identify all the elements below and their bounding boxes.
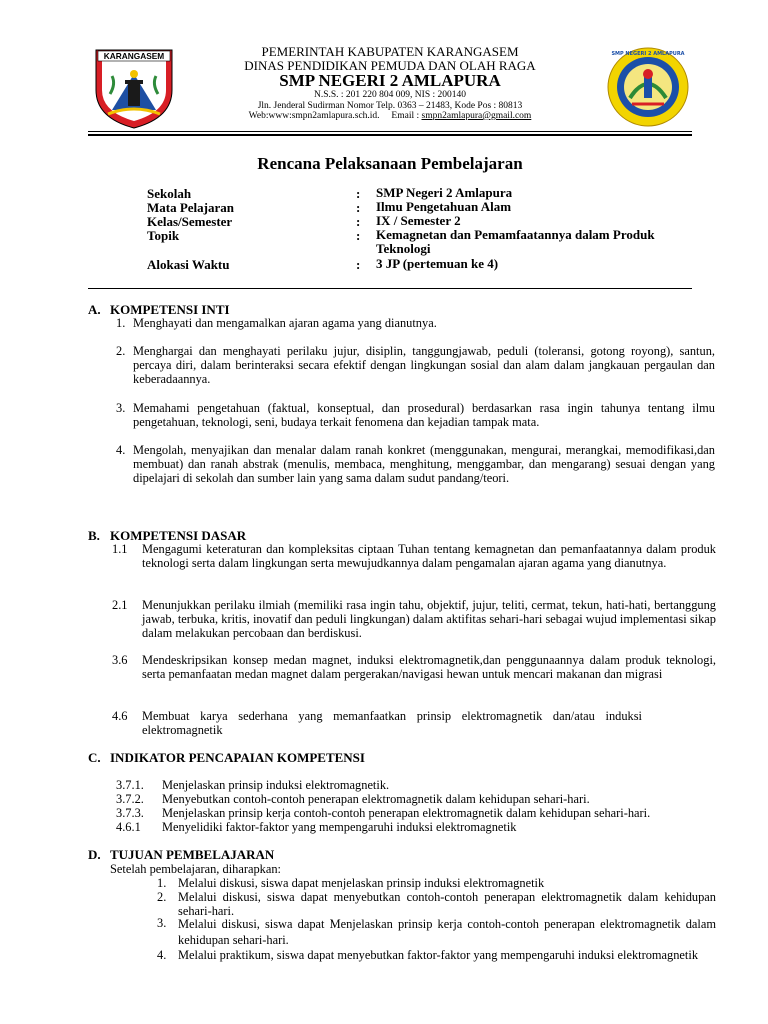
- item-number: 4.6.1: [116, 820, 141, 834]
- item-text: Mengagumi keteraturan dan kompleksitas ciptaan Tuhan tentang kemagnetan dan pemanfaatannya dalam produk teknologi serta dalam lingkungan serta mewujudkannya dalam pengamalan ajaran agama yang dianutnya.: [142, 542, 716, 570]
- item-number: 3.6: [112, 653, 128, 667]
- item-number: 3.7.3.: [116, 806, 144, 820]
- item-text: Mengolah, menyajikan dan menalar dalam ranah konkret (menggunakan, mengurai, merangkai, memodifikasi,dan membuat) dan ranah abstrak (menulis, membaca, menghitung, menggambar, dan mengarang) sesuai dengan yang dipelajari di sekolah dan sumber lain yang sama dalam sudut pandang/teori.: [133, 443, 715, 485]
- identity-label: Kelas/Semester: [147, 214, 233, 229]
- item-number: 1.: [157, 876, 167, 890]
- section-title: TUJUAN PEMBELAJARAN: [110, 847, 275, 862]
- item-number: 4.6: [112, 709, 128, 723]
- item-text: Menghargai dan menghayati perilaku jujur, disiplin, tanggungjawab, peduli (toleransi, gotong royong), santun, percaya diri, dalam berinteraksi secara efektif dengan lingkungan sosial dan alam dalam jangkauan pergaulan dan keberadaannya.: [133, 344, 715, 386]
- school-nss: N.S.S. : 201 220 804 009, NIS : 200140: [313, 90, 466, 100]
- item-text: Menjelaskan prinsip kerja contoh-contoh penerapan elektromagnetik dalam kehidupan sehari-hari.: [162, 806, 651, 820]
- identity-label: Alokasi Waktu: [147, 257, 230, 272]
- identity-value: Kemagnetan dan Pemamfaatannya dalam Produk Teknologi: [376, 227, 655, 256]
- identity-label: Topik: [147, 228, 180, 243]
- section-letter: C.: [88, 750, 101, 765]
- identity-value: SMP Negeri 2 Amlapura: [376, 185, 513, 200]
- item-number: 1.: [116, 316, 126, 330]
- item-text: Melalui diskusi, siswa dapat menyebutkan contoh-contoh penerapan elektromagnetik dalam kehidupan sehari-hari.: [178, 890, 716, 918]
- item-number: 1.1: [112, 542, 128, 556]
- item-number: 2.: [116, 344, 126, 358]
- identity-label: Mata Pelajaran: [147, 200, 235, 215]
- logo-right-text: SMP NEGERI 2 AMLAPURA: [611, 51, 685, 57]
- school-logo: [606, 46, 690, 128]
- item-text: Melalui diskusi, siswa dapat menjelaskan prinsip induksi elektromagnetik: [178, 876, 545, 890]
- section-title: KOMPETENSI INTI: [110, 302, 230, 317]
- item-number: 2.: [157, 890, 167, 904]
- identity-colon: :: [356, 257, 361, 272]
- karangasem-logo: [92, 44, 176, 130]
- section-letter: D.: [88, 847, 101, 862]
- item-text: Menunjukkan perilaku ilmiah (memiliki rasa ingin tahu, objektif, jujur, teliti, cermat, tekun, hati-hati, bertanggung jawab, terbuka, kritis, inovatif dan peduli lingkungan) dalam aktifitas sehari-hari sebagai wujud implementasi sikap dalam melakukan percobaan dan berdiskusi.: [142, 598, 716, 640]
- school-web: Web:www:smpn2amlapura.sch.id. Email :: [248, 111, 422, 121]
- identity-value: 3 JP (pertemuan ke 4): [376, 256, 499, 271]
- item-text: Menjelaskan prinsip induksi elektromagnetik.: [162, 778, 390, 792]
- item-text: Menghayati dan mengamalkan ajaran agama yang dianutnya.: [133, 316, 437, 330]
- item-text: Mendeskripsikan konsep medan magnet, induksi elektromagnetik,dan penggunaannya dalam produk teknologi, serta pemanfaatan medan magnet dalam pergerakan/navigasi hewan untuk mencari makanan dan migrasi: [142, 653, 716, 681]
- identity-colon: :: [356, 200, 361, 215]
- item-number: 3.: [116, 401, 126, 415]
- school-email: smpn2amlapura@gmail.com: [421, 111, 532, 121]
- letterhead-line-2: DINAS PENDIDIKAN PEMUDA DAN OLAH RAGA: [244, 58, 536, 73]
- identity-label: Sekolah: [147, 186, 192, 201]
- identity-value: Ilmu Pengetahuan Alam: [376, 199, 512, 214]
- item-number: 3.: [157, 916, 167, 930]
- section-title: KOMPETENSI DASAR: [110, 528, 247, 543]
- identity-value: IX / Semester 2: [376, 213, 461, 228]
- section-letter: A.: [88, 302, 101, 317]
- item-number: 2.1: [112, 598, 128, 612]
- item-number: 3.7.1.: [116, 778, 144, 792]
- item-text: Memahami pengetahuan (faktual, konseptual, dan prosedural) berdasarkan rasa ingin tahunya tentang ilmu pengetahuan, teknologi, seni, budaya terkait fenomena dan kejadian tampak mata.: [133, 401, 715, 429]
- school-contact: [180, 111, 600, 121]
- document-title: Rencana Pelaksanaan Pembelajaran: [257, 154, 523, 173]
- item-number: 3.7.2.: [116, 792, 144, 806]
- identity-rule: [88, 288, 692, 289]
- item-text: Menyebutkan contoh-contoh penerapan elektromagnetik dalam kehidupan sehari-hari.: [162, 792, 590, 806]
- letterhead-rule-thick: [88, 134, 692, 136]
- item-number: 4.: [116, 443, 126, 457]
- section-letter: B.: [88, 528, 100, 543]
- section-intro: Setelah pembelajaran, diharapkan:: [110, 862, 281, 876]
- identity-colon: :: [356, 186, 361, 201]
- item-text: Membuat karya sederhana yang memanfaatkan prinsip elektromagnetik dan/atau induksi elektromagnetik: [142, 709, 642, 737]
- letterhead-rule-thin: [88, 131, 692, 132]
- section-title: INDIKATOR PENCAPAIAN KOMPETENSI: [110, 750, 365, 765]
- school-address: Jln. Jenderal Sudirman Nomor Telp. 0363 – 21483, Kode Pos : 80813: [257, 101, 523, 111]
- logo-left-text: KARANGASEM: [103, 51, 165, 61]
- item-text: Menyelidiki faktor-faktor yang mempengaruhi induksi elektromagnetik: [162, 820, 517, 834]
- letterhead-line-1: PEMERINTAH KABUPATEN KARANGASEM: [261, 44, 519, 59]
- school-name: SMP NEGERI 2 AMLAPURA: [279, 71, 501, 90]
- item-text: Melalui diskusi, siswa dapat Menjelaskan prinsip kerja contoh-contoh penerapan elektromagnetik dalam kehidupan sehari-hari.: [178, 917, 716, 947]
- identity-colon: :: [356, 228, 361, 243]
- item-text: Melalui praktikum, siswa dapat menyebutkan faktor-faktor yang mempengaruhi induksi elektromagnetik: [178, 948, 699, 962]
- identity-colon: :: [356, 214, 361, 229]
- item-number: 4.: [157, 948, 167, 962]
